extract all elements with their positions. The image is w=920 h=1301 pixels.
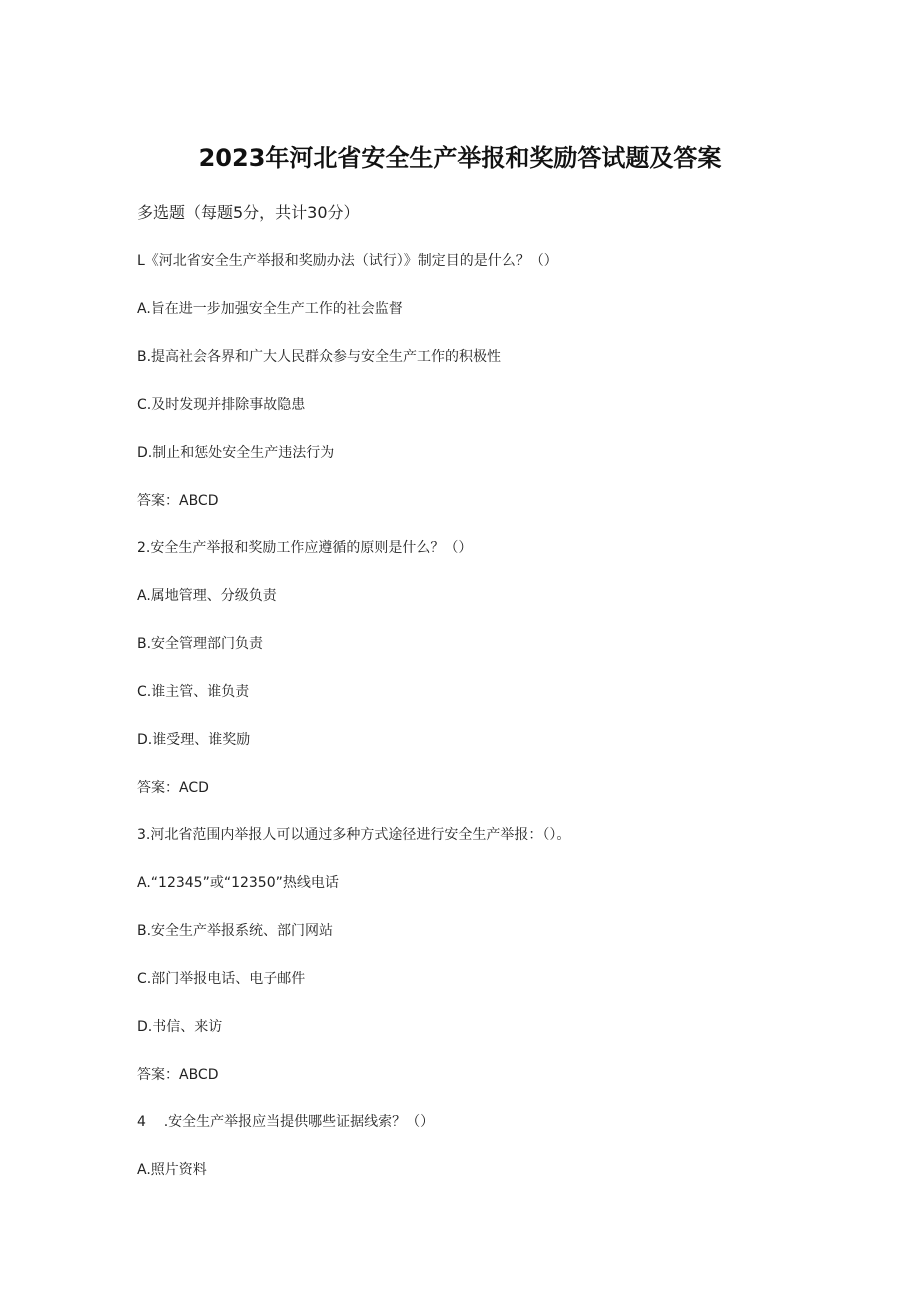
option-2a: A.属地管理、分级负责: [137, 588, 277, 604]
question-1: L《河北省安全生产举报和奖励办法（试行）》制定目的是什么？（）: [137, 253, 558, 269]
document-title: 2023年河北省安全生产举报和奖励答试题及答案: [198, 144, 722, 172]
question-2: 2.安全生产举报和奖励工作应遵循的原则是什么？（）: [137, 540, 473, 556]
option-2c: C.谁主管、谁负责: [137, 684, 250, 700]
option-3d: D.书信、来访: [137, 1019, 223, 1035]
option-3b: B.安全生产举报系统、部门网站: [137, 923, 334, 939]
option-2b: B.安全管理部门负责: [137, 636, 264, 652]
option-1a: A.旨在进一步加强安全生产工作的社会监督: [137, 301, 403, 317]
option-3c: C.部门举报电话、电子邮件: [137, 971, 306, 987]
section-heading: 多选题（每题5分，共计30分）: [137, 203, 360, 222]
answer-3: 答案：ABCD: [137, 1067, 219, 1083]
option-3a: A.“12345”或“12350”热线电话: [137, 875, 339, 891]
question-3: 3.河北省范围内举报人可以通过多种方式途径进行安全生产举报：（）。: [137, 827, 571, 843]
answer-1: 答案：ABCD: [137, 493, 219, 509]
question-4: 4 .安全生产举报应当提供哪些证据线索？（）: [137, 1114, 435, 1130]
answer-2: 答案：ACD: [137, 780, 209, 796]
option-2d: D.谁受理、谁奖励: [137, 732, 251, 748]
option-4a: A.照片资料: [137, 1162, 207, 1178]
option-1b: B.提高社会各界和广大人民群众参与安全生产工作的积极性: [137, 349, 502, 365]
option-1c: C.及时发现并排除事故隐患: [137, 397, 306, 413]
option-1d: D.制止和惩处安全生产违法行为: [137, 445, 335, 461]
